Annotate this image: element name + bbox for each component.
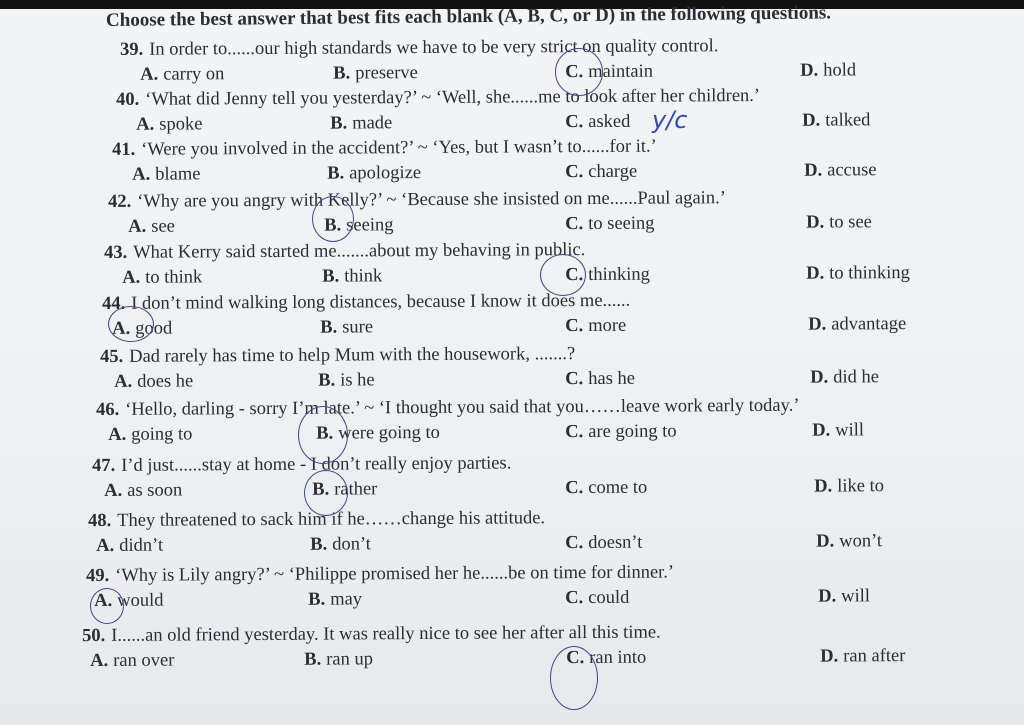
option-text: were going to [338,422,440,444]
option-text: talked [825,110,871,131]
option-letter: A. [114,371,133,392]
option-text: preserve [355,63,418,84]
option-c [565,421,677,443]
option-letter: D. [804,160,823,181]
question-47 [0,450,1024,508]
option-letter: D. [800,60,819,81]
option-text: maintain [588,61,653,83]
option-b [318,370,375,391]
option-text: ran over [113,650,175,671]
handwritten-note: y/c [652,106,688,134]
option-letter: B. [322,266,340,287]
question-41 [0,134,1024,192]
option-a [136,114,202,135]
option-text: ran after [843,646,906,667]
option-text: apologize [349,163,422,184]
question-number: 47. [92,455,116,477]
option-text: think [344,266,383,287]
option-text: good [135,318,173,339]
option-letter: C. [565,588,584,609]
option-b [316,423,440,445]
option-c [565,533,642,554]
option-letter: B. [333,63,351,84]
option-b [312,479,377,500]
option-letter: D. [802,110,821,131]
option-b [310,534,371,555]
option-text: advantage [831,314,907,335]
option-text: see [151,216,175,237]
option-a [132,164,200,185]
question-39 [0,34,1024,92]
question-text: ‘Hello, darling - sorry I’m late.’ ~ ‘I thought you said that you……leave work early today.’ [125,395,800,420]
option-letter: A. [132,164,151,185]
option-d [806,263,910,285]
option-letter: B. [330,113,348,134]
question-43 [0,237,1024,295]
question-45 [0,341,1024,399]
option-c [565,588,629,609]
option-letter: C. [565,162,584,183]
option-text: ran into [589,647,647,669]
option-c [565,62,653,84]
option-c [565,369,635,390]
question-text: Dad rarely has time to help Mum with the housework, .......? [129,344,576,367]
option-d [804,160,876,181]
question-46 [0,394,1024,452]
option-letter: C. [565,316,584,337]
option-text: asked [588,111,631,133]
question-48 [0,505,1024,563]
question-stem [86,562,674,587]
option-letter: D. [818,586,837,607]
question-number: 45. [100,346,124,367]
option-text: will [835,420,865,441]
option-letter: D. [814,476,833,497]
option-text: will [841,586,871,607]
option-a [90,651,174,673]
option-d [814,476,884,497]
option-letter: A. [90,650,109,672]
question-number: 41. [111,139,136,160]
option-letter: C. [565,265,584,286]
option-letter: B. [310,534,328,555]
option-c [565,265,650,287]
option-d [802,110,870,131]
option-b [333,63,418,85]
option-text: does he [137,371,194,392]
option-a [128,217,175,238]
question-stem [88,508,545,532]
option-a [122,267,202,288]
question-42 [0,186,1024,244]
option-d [800,60,856,81]
option-text: like to [837,476,885,497]
option-letter: D. [810,367,829,388]
option-text: is he [340,370,375,391]
question-stem [92,453,511,477]
question-text: What Kerry said started me.......about my behaving in public. [133,240,586,263]
option-letter: A. [136,114,155,135]
option-a [112,319,172,340]
option-letter: C. [565,422,584,443]
option-text: thinking [588,264,650,286]
option-letter: D. [816,531,835,552]
question-number: 42. [107,191,132,212]
question-stem [82,623,661,648]
option-c [565,316,626,337]
option-letter: C. [565,478,584,499]
option-text: more [588,315,627,337]
option-letter: B. [324,215,342,236]
question-text: I don’t mind walking long distances, because I know it does me...... [131,290,631,314]
option-letter: A. [122,267,141,288]
question-40 [0,84,1024,142]
option-c [566,648,646,669]
question-number: 49. [86,565,110,587]
instruction-heading: Choose the best answer that best fits each blank (A, B, C, or D) in the following questions. [105,2,832,31]
option-letter: A. [112,318,131,339]
question-number: 44. [101,293,126,314]
option-text: to seeing [588,213,655,235]
question-text: They threatened to sack him if he……change his attitude. [117,508,546,531]
question-text: ‘What did Jenny tell you yesterday?’ ~ ‘Well, she......me to look after her children.’ [145,85,761,110]
option-text: going to [131,424,193,445]
option-text: rather [334,479,378,500]
question-text: In order to......our high standards we have to be very strict on quality control. [149,36,719,60]
option-text: seeing [346,215,394,236]
option-letter: A. [104,480,123,501]
option-text: didn’t [119,535,164,556]
option-text: has he [588,368,636,390]
option-letter: C. [565,533,584,554]
option-letter: A. [140,64,159,85]
option-text: may [330,589,363,610]
option-text: ran up [326,649,373,670]
option-text: hold [823,60,857,81]
option-d [818,586,870,607]
option-text: don’t [332,534,371,555]
option-letter: D. [806,212,825,233]
option-text: accuse [827,160,877,181]
option-letter: B. [304,649,322,670]
question-text: ‘Why is Lily angry?’ ~ ‘Philippe promised her he......be on time for dinner.’ [115,562,675,586]
option-text: spoke [159,114,203,135]
question-50 [0,620,1024,678]
option-d [816,531,882,552]
option-text: would [117,590,164,611]
option-letter: B. [320,317,338,338]
question-stem [100,344,575,368]
option-letter: C. [565,369,584,390]
option-letter: C. [566,648,585,669]
question-number: 46. [96,399,120,421]
option-text: sure [342,317,374,338]
option-text: made [352,113,393,134]
option-text: carry on [163,64,225,85]
question-stem [112,137,657,161]
question-number: 50. [82,625,106,647]
option-text: to think [145,267,203,288]
option-letter: B. [316,423,334,444]
option-text: did he [833,367,879,388]
option-d [820,646,905,668]
option-c [565,112,630,133]
question-text: I......an old friend yesterday. It was really nice to see her after all this time. [111,622,661,646]
option-a [140,64,224,86]
option-text: come to [588,477,648,499]
option-b [308,589,362,610]
option-b [322,266,382,287]
option-c [565,478,647,500]
option-b [324,215,393,236]
option-text: as soon [127,480,183,501]
option-letter: C. [565,214,584,235]
option-b [320,317,373,338]
option-b [327,163,421,185]
option-letter: D. [812,420,831,441]
option-d [806,212,872,233]
question-stem [102,291,630,315]
question-number: 40. [115,89,140,110]
question-stem [104,240,585,264]
question-text: ‘Why are you angry with Kelly?’ ~ ‘Because she insisted on me......Paul again.’ [137,188,726,212]
option-letter: B. [327,163,345,184]
question-text: ‘Were you involved in the accident?’ ~ ‘Yes, but I wasn’t to......for it.’ [141,136,657,160]
question-number: 43. [103,242,128,263]
option-letter: B. [312,479,330,500]
option-letter: B. [308,589,326,610]
question-49 [0,560,1024,618]
option-text: to thinking [829,263,910,284]
option-text: blame [155,164,201,185]
question-44 [0,288,1024,346]
option-d [812,420,864,441]
option-letter: D. [808,314,827,335]
option-a [114,371,193,392]
question-number: 39. [119,39,144,60]
option-a [104,480,182,501]
option-text: doesn’t [588,532,643,554]
option-letter: B. [318,370,336,391]
option-letter: A. [108,424,127,445]
question-stem [120,36,718,61]
option-a [108,424,192,446]
option-b [330,113,392,134]
option-text: to see [829,212,872,233]
option-letter: A. [96,535,115,557]
option-c [565,214,654,236]
option-text: are going to [588,421,677,443]
question-number: 48. [88,510,112,532]
question-text: I’d just......stay at home - I don’t really enjoy parties. [121,453,512,476]
option-letter: D. [820,646,839,667]
question-stem [96,396,800,421]
option-b [304,649,373,670]
option-letter: C. [565,62,584,83]
option-letter: A. [94,590,113,612]
option-text: could [588,587,630,609]
option-text: won’t [839,531,883,552]
option-letter: D. [806,263,825,284]
option-letter: A. [128,216,147,237]
option-d [810,367,879,388]
option-text: charge [588,161,638,183]
option-a [96,536,163,557]
option-c [565,162,637,183]
question-stem [108,188,726,213]
option-d [808,314,906,336]
option-a [94,591,163,612]
option-letter: C. [565,112,584,133]
